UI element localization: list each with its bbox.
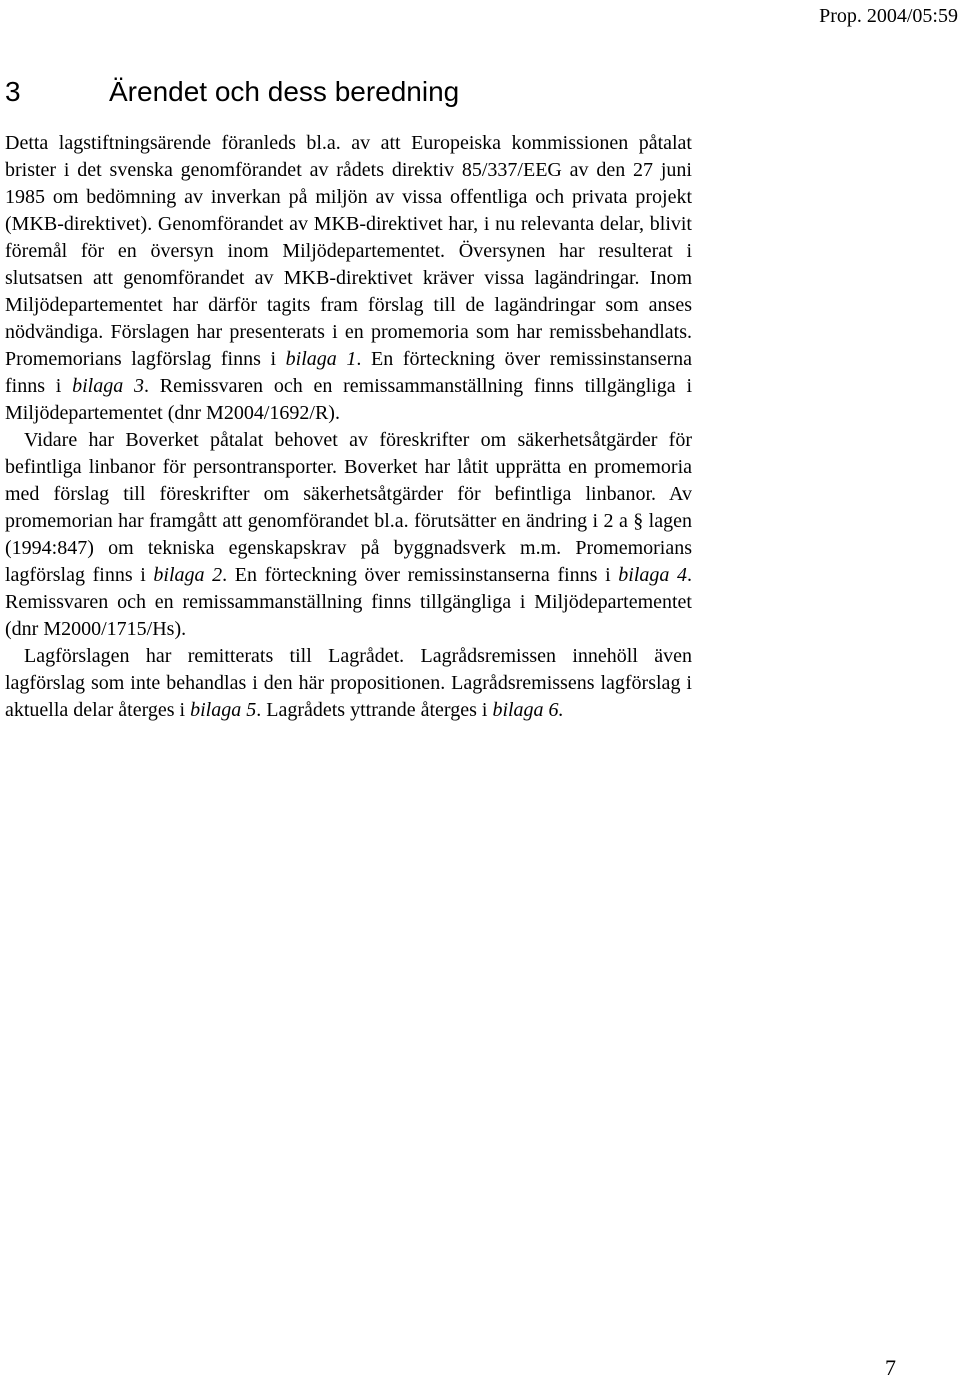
section-title: Ärendet och dess beredning <box>109 76 460 107</box>
annex-reference: bilaga 3 <box>72 375 144 397</box>
paragraph-2-text-c: . Remissvaren och en remissammanställning finns tillgängliga i Miljödepartementet (dnr M2000/1715/Hs). <box>5 564 693 640</box>
annex-reference: bilaga 1 <box>285 348 357 370</box>
paragraph-1-text-b: . En förteckning över remissinstanserna finns i <box>5 348 692 397</box>
paragraph-3-text-b: . Lagrådets yttrande återges i <box>256 699 493 721</box>
paragraph-3-final-period: . <box>558 699 564 721</box>
paragraph-3 <box>5 643 692 724</box>
annex-reference: bilaga 6 <box>492 699 559 721</box>
paragraph-1-text-c: . Remissvaren och en remissammanställning finns tillgängliga i Miljödepartementet (dnr M2004/1692/R). <box>5 375 693 424</box>
paragraph-1 <box>5 130 692 427</box>
paragraph-3-text-a: Lagförslagen har remitterats till Lagrådet. Lagrådsremissen innehöll även lagförslag som inte behandlas i den här propositionen. Lagrådsremissens lagförslag i aktuella delar återges i <box>5 645 692 721</box>
annex-reference: bilaga 5 <box>190 699 257 721</box>
annex-reference: bilaga 2 <box>153 564 223 586</box>
paragraph-1-text-a: Detta lagstiftningsärende föranleds bl.a. av att Europeiska kommissionen påtalat brister i det svenska genomförandet av rådets direktiv 85/337/EEG av den 27 juni 1985 om bedömning av inverkan på miljön av vissa offentliga och privata projekt (MKB-direktivet). Genomförandet av MKB-direktivet har, i nu relevanta delar, blivit föremål för en översyn inom Miljödepartementet. Översynen har resulterat i slutsatsen att genomförandet av MKB-direktivet kräver vissa lagändringar. Inom Miljödepartementet har därför tagits fram förslag till de lagändringar som anses nödvändiga. Förslagen har presenterats i en promemoria som har remissbehandlats. Promemorians lagförslag finns i <box>5 132 692 370</box>
annex-reference: bilaga 4 <box>618 564 688 586</box>
running-head: Prop. 2004/05:59 <box>819 5 958 27</box>
page-number: 7 <box>885 1355 896 1380</box>
paragraph-2 <box>5 427 692 643</box>
section-heading <box>5 74 459 110</box>
paragraph-2-text-b: . En förteckning över remissinstanserna finns i <box>222 564 619 586</box>
paragraph-2-text-a: Vidare har Boverket påtalat behovet av föreskrifter om säkerhetsåtgärder för befintliga linbanor för persontransporter. Boverket har låtit upprätta en promemoria med förslag till föreskrifter om säkerhetsåtgärder för befintliga linbanor. Av promemorian har framgått att genomförandet bl.a. förutsätter en ändring i 2 a § lagen (1994:847) om tekniska egenskapskrav på byggnadsverk m.m. Promemorians lagförslag finns i <box>5 429 692 586</box>
body-text <box>5 130 692 724</box>
section-number: 3 <box>5 76 21 107</box>
